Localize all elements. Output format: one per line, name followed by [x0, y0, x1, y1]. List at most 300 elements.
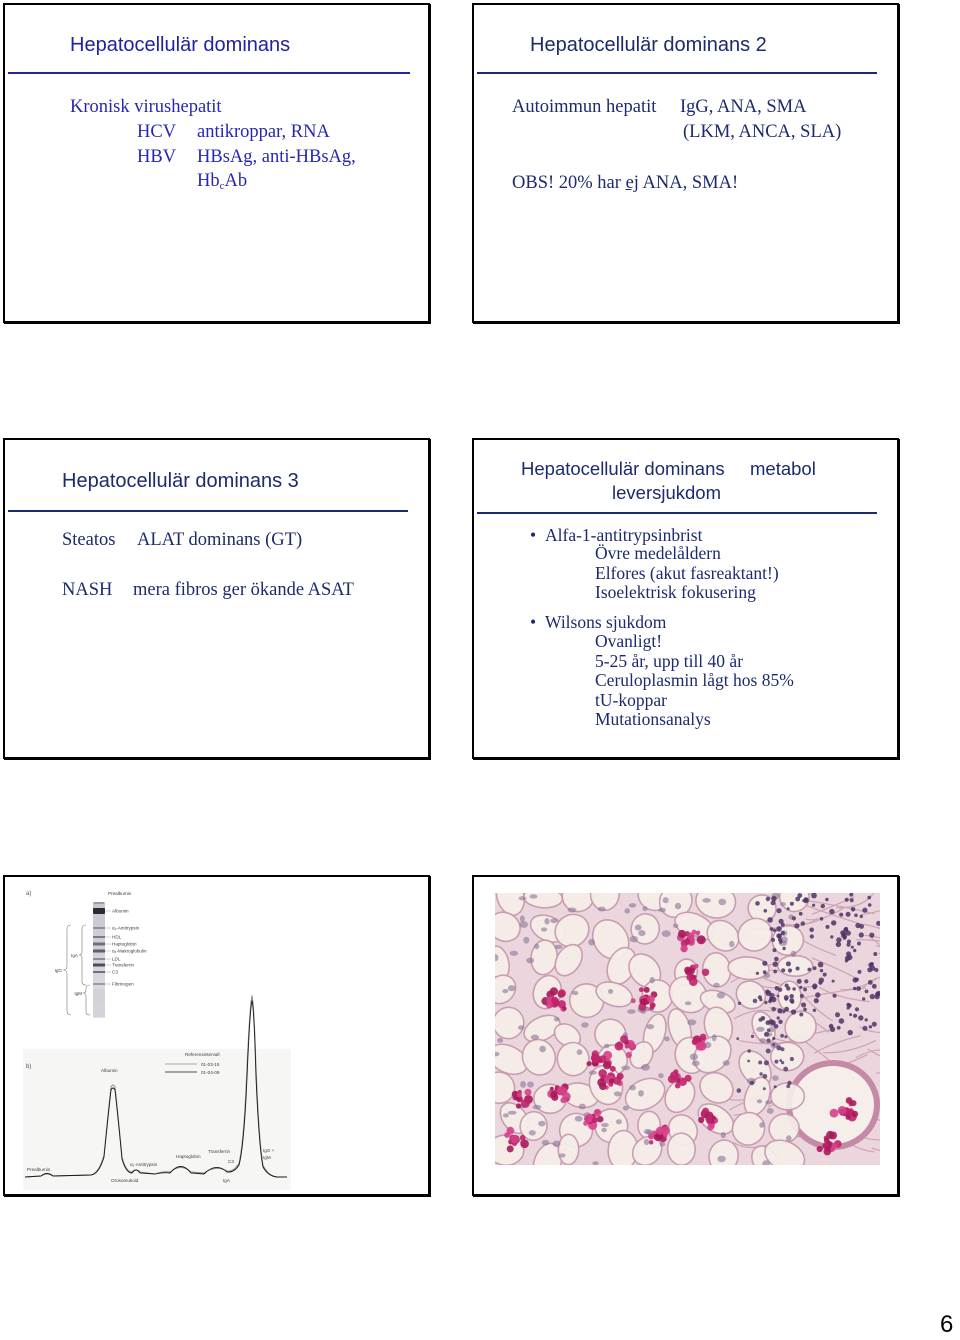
label-prealbumin: Prealbumin [108, 891, 132, 896]
lymphocyte [786, 961, 791, 966]
histology-image [495, 893, 880, 1165]
pas-granule [846, 1115, 851, 1120]
band-label: Fibrinogen [112, 981, 134, 987]
body-line: Kronisk virushepatit [70, 97, 222, 117]
lymphocyte [781, 931, 785, 935]
slide-1 [3, 3, 430, 323]
cell-nucleus [588, 939, 595, 946]
lymphocyte [831, 920, 836, 925]
lymphocyte [851, 946, 854, 949]
lymphocyte [869, 1025, 872, 1028]
lymphocyte [772, 1043, 775, 1046]
densitometry-panel [23, 996, 291, 1190]
cell-nucleus [647, 1024, 655, 1029]
lymphocyte [855, 1007, 859, 1011]
lymphocyte [766, 1049, 771, 1054]
lymphocyte [753, 999, 758, 1004]
lymphocyte [845, 898, 849, 902]
pas-granule [516, 1103, 521, 1108]
cell-nucleus [608, 989, 613, 994]
lymphocyte [868, 903, 872, 907]
steatos-text: ALAT dominans (GT) [137, 530, 303, 550]
cell-nucleus [767, 1108, 774, 1114]
cell-nucleus [723, 1060, 730, 1065]
lymphocyte [846, 912, 851, 917]
lymphocyte [776, 908, 781, 913]
pas-granule [700, 1034, 707, 1041]
lymphocyte [845, 959, 848, 962]
trace-label: IgM [263, 1155, 271, 1160]
cell-nucleus [641, 1064, 650, 1071]
cell-nucleus [729, 941, 734, 948]
hbc-subscript: c [219, 180, 225, 192]
band-label: Transferrin [112, 962, 135, 968]
band-label: LDL [112, 956, 121, 962]
lymphocyte [791, 1009, 796, 1014]
lymphocyte [800, 994, 804, 998]
lymphocyte [763, 1074, 768, 1079]
cell-nucleus [712, 1034, 717, 1041]
gel-band [93, 950, 105, 953]
lymphocyte [820, 917, 824, 921]
pas-granule [584, 1115, 592, 1123]
pas-granule [702, 1108, 709, 1115]
cell-nucleus [623, 1106, 629, 1111]
cell-nucleus [530, 894, 538, 898]
pas-granule [587, 1061, 592, 1066]
pas-granule [824, 1148, 832, 1156]
pas-granule [680, 945, 687, 952]
lymphocyte [815, 992, 820, 997]
lymphocyte [770, 927, 774, 931]
cell-nucleus [601, 1128, 606, 1133]
pas-granule [630, 1044, 636, 1050]
lymphocyte [835, 1012, 840, 1017]
lymphocyte [854, 914, 858, 918]
label-iga: IgA [71, 953, 78, 958]
lymphocyte [758, 1018, 762, 1022]
cell-nucleus [638, 930, 645, 936]
trace-label: Transferrin [208, 1149, 231, 1154]
hcv-text: antikroppar, RNA [197, 122, 330, 142]
lymphocyte [782, 1010, 785, 1013]
lymphocyte [774, 1060, 778, 1064]
lymphocyte [771, 896, 776, 901]
legend-item: 01-04-09 [201, 1070, 220, 1075]
pas-granule [550, 1087, 554, 1091]
lymphocyte [737, 1088, 742, 1093]
lymphocyte [778, 988, 782, 992]
lymphocyte [751, 1035, 754, 1038]
pas-granule [698, 1117, 704, 1123]
pas-granule [507, 1145, 514, 1152]
slide-title-part-2: metabol [750, 458, 816, 479]
lymphocyte [797, 893, 802, 898]
band-label: Haptoglobin [112, 941, 137, 947]
cell-nucleus [508, 1111, 517, 1115]
trace-label: Orosomukoid [111, 1178, 139, 1183]
pas-granule [626, 1052, 632, 1058]
cell-nucleus [554, 1017, 560, 1022]
panel-label-a: a) [26, 891, 32, 897]
pas-granule [846, 1097, 853, 1104]
hbv-text: HBsAg, anti-HBsAg, [197, 147, 356, 167]
lymphocyte [764, 1060, 769, 1065]
lymphocyte [790, 1000, 794, 1004]
cell-nucleus [662, 930, 671, 937]
lymphocyte [814, 998, 819, 1003]
gel-band [93, 971, 105, 973]
cell-nucleus [650, 977, 655, 983]
slide-title: Hepatocellulär dominans 3 [62, 470, 299, 492]
lymphocyte [846, 1003, 850, 1007]
cell-nucleus [664, 1036, 670, 1041]
cell-nucleus [616, 1119, 622, 1124]
slide-title-line-2: leversjukdom [612, 482, 721, 503]
cell-nucleus [598, 907, 606, 912]
lymphocyte [813, 1009, 816, 1012]
lymphocyte [803, 988, 807, 992]
lymphocyte [790, 1057, 794, 1061]
pas-granule [686, 974, 693, 981]
hepatocyte [558, 1134, 579, 1165]
lymphocyte [862, 908, 867, 913]
cell-nucleus [673, 924, 679, 929]
cell-nucleus [589, 1071, 597, 1075]
lymphocyte [769, 993, 774, 998]
lymphocyte [858, 1015, 863, 1020]
lymphocyte [801, 1003, 806, 1008]
trace-label: IgA [223, 1178, 230, 1183]
pas-granule [838, 1106, 847, 1115]
gel-band [93, 936, 105, 938]
cell-nucleus [520, 915, 525, 922]
hbv-label: HBV [137, 147, 177, 167]
lymphocyte [771, 1007, 776, 1012]
steatos-label: Steatos [62, 530, 116, 550]
cell-nucleus [497, 1038, 503, 1043]
lymphocyte [797, 979, 802, 984]
lymphocyte [736, 1037, 739, 1040]
band-label: Albumin [112, 908, 129, 914]
autoimmun-text-2: (LKM, ANCA, SLA) [683, 122, 842, 142]
cell-nucleus [635, 925, 642, 931]
cell-nucleus [759, 1122, 764, 1128]
pas-granule [511, 1135, 519, 1143]
lymphocyte [855, 978, 859, 982]
densitometry-background [23, 1049, 291, 1190]
cell-nucleus [721, 1132, 726, 1138]
cell-nucleus [508, 985, 515, 991]
pas-granule [617, 1073, 624, 1080]
cell-nucleus [601, 1123, 609, 1127]
cell-nucleus [550, 918, 558, 923]
gel-band-albumin [93, 908, 105, 914]
gel-band [93, 927, 105, 929]
cell-nucleus [630, 936, 638, 942]
lymphocyte [786, 1084, 790, 1088]
lymphocyte [801, 921, 805, 925]
hcv-label: HCV [137, 122, 177, 142]
cell-nucleus [523, 937, 529, 944]
title-rule [8, 72, 410, 74]
lymphocyte [764, 909, 768, 913]
bullet-text: Alfa-1-antitrypsinbrist [545, 525, 703, 545]
lymphocyte [772, 1037, 775, 1040]
pas-granule [705, 1115, 712, 1122]
pas-granule [702, 969, 709, 976]
pas-granule [521, 1099, 530, 1108]
pas-granule [517, 1092, 522, 1097]
lymphocyte [865, 990, 869, 994]
cell-nucleus [559, 1153, 566, 1157]
cell-nucleus [520, 1081, 526, 1088]
sub-line: Ovanligt! [595, 631, 663, 651]
lymphocyte [758, 995, 762, 999]
lymphocyte [839, 1018, 845, 1024]
lymphocyte [767, 917, 773, 923]
lymphocyte [851, 907, 856, 912]
cell-nucleus [526, 958, 534, 964]
pas-granule [551, 997, 558, 1004]
bullet-text: Wilsons sjukdom [545, 612, 667, 632]
band-label: α₂-Makroglobulin [112, 948, 147, 954]
cell-nucleus [577, 1049, 583, 1055]
cell-nucleus [579, 1104, 586, 1110]
lymphocyte [784, 1035, 787, 1038]
sub-line: 5-25 år, upp till 40 år [595, 651, 744, 671]
cell-nucleus [554, 945, 562, 949]
lymphocyte [869, 933, 874, 938]
label-igg: IgG [54, 968, 62, 973]
cell-nucleus [627, 1009, 636, 1014]
cell-nucleus [629, 1085, 636, 1090]
trace-label: Haptoglobin [176, 1154, 201, 1159]
pas-granule [615, 1042, 624, 1051]
cell-nucleus [658, 908, 666, 913]
pas-granule [826, 1131, 834, 1139]
lymphocyte [803, 1008, 807, 1012]
cell-nucleus [663, 897, 669, 903]
band-label: C3 [112, 969, 118, 975]
cell-nucleus [772, 1075, 779, 1081]
pas-granule [832, 1143, 838, 1149]
trace-label: IgG + [263, 1148, 275, 1153]
lymphocyte [850, 898, 854, 902]
cell-nucleus [718, 899, 726, 906]
lymphocyte [847, 940, 851, 944]
title-rule [477, 512, 877, 514]
lymphocyte [774, 957, 779, 962]
slide-3 [3, 438, 430, 759]
cell-nucleus [780, 902, 786, 906]
cell-nucleus [581, 1022, 589, 1028]
cell-nucleus [791, 951, 797, 957]
lymphocyte [875, 992, 880, 997]
lymphocyte [756, 972, 759, 975]
gel-band [93, 964, 105, 967]
cell-nucleus [692, 1060, 700, 1066]
gel-band [93, 958, 105, 960]
lymphocyte [766, 1038, 770, 1042]
pas-granule [592, 1117, 598, 1123]
obs-underlined: ej [625, 173, 639, 193]
nash-text: mera fibros ger ökande ASAT [133, 580, 354, 600]
lymphocyte [829, 909, 834, 914]
cell-nucleus [519, 896, 527, 900]
lymphocyte [764, 1001, 767, 1004]
pas-granule [598, 1058, 603, 1063]
cell-nucleus [675, 903, 681, 910]
lymphocyte [788, 968, 792, 972]
lymphocyte [867, 896, 871, 900]
lymphocyte [792, 987, 795, 990]
hbc-tail: Ab [224, 171, 248, 191]
lymphocyte [738, 1002, 741, 1005]
pas-granule [696, 1042, 705, 1051]
lymphocyte [833, 994, 837, 998]
pas-granule [603, 1061, 611, 1069]
pas-granule [676, 1078, 680, 1082]
cell-nucleus [702, 898, 711, 903]
lymphocyte [863, 1026, 868, 1031]
cell-nucleus [544, 918, 549, 925]
cell-nucleus [624, 908, 630, 914]
lymphocyte [825, 898, 828, 901]
cell-nucleus [518, 1025, 524, 1030]
lymphocyte [777, 995, 780, 998]
lymphocyte [804, 979, 808, 983]
lymphocyte [856, 986, 861, 991]
lymphocyte [855, 923, 860, 928]
lymphocyte [781, 1047, 785, 1051]
cell-nucleus [503, 1113, 509, 1117]
lymphocyte [810, 934, 814, 938]
legend-title: Referensintervall [185, 1052, 220, 1057]
cell-nucleus [604, 1044, 610, 1048]
lymphocyte [857, 942, 861, 946]
sub-line: Elfores (akut fasreaktant!) [595, 563, 779, 583]
sub-line: Övre medelåldern [595, 543, 721, 563]
cell-nucleus [510, 951, 518, 956]
lymphocyte [764, 1032, 769, 1037]
cell-nucleus [717, 1156, 726, 1163]
lymphocyte [777, 1016, 780, 1019]
pas-granule [692, 930, 697, 935]
lymphocyte [763, 1087, 766, 1090]
lymphocyte [781, 968, 785, 972]
pas-granule [852, 1111, 859, 1118]
pas-granule [649, 1140, 653, 1144]
lymphocyte [799, 1013, 803, 1017]
cell-nucleus [502, 989, 508, 993]
slide-title: Hepatocellulär dominans [70, 34, 291, 56]
gamma-smear [93, 989, 105, 1017]
lymphocyte [872, 1022, 877, 1027]
slide-2 [472, 3, 899, 323]
cell-nucleus [660, 1142, 666, 1147]
lymphocyte [821, 904, 825, 908]
lymphocyte [809, 928, 814, 933]
trace-label: C3 [228, 1159, 234, 1164]
lymphocyte [747, 1060, 750, 1063]
cell-nucleus [553, 1141, 561, 1147]
lymphocyte [830, 935, 833, 938]
lymphocyte [818, 962, 824, 968]
lymphocyte [853, 1014, 857, 1018]
obs-after: ANA, SMA! [638, 173, 739, 193]
obs-note [512, 172, 738, 194]
pas-granule [598, 1069, 607, 1078]
slide-5 [3, 875, 430, 1196]
cell-nucleus [690, 1053, 698, 1060]
pas-granule [520, 1140, 529, 1149]
lymphocyte [777, 1008, 782, 1013]
cell-nucleus [542, 1140, 549, 1146]
autoimmun-label: Autoimmun hepatit [512, 97, 657, 117]
histology-layers [495, 893, 880, 1165]
lymphocyte [849, 1013, 852, 1016]
lymphocyte [826, 925, 830, 929]
lymphocyte [767, 1028, 771, 1032]
cell-nucleus [614, 1091, 622, 1096]
pas-granule [656, 1127, 664, 1135]
pas-granule [663, 1133, 668, 1138]
page-number: 6 [940, 1311, 954, 1338]
lymphocyte [758, 1061, 762, 1065]
lymphocyte [860, 915, 863, 918]
lymphocyte [873, 952, 877, 956]
obs-before: OBS! 20% har [512, 173, 626, 193]
lymphocyte [807, 968, 811, 972]
lymphocyte [750, 1081, 754, 1085]
sub-line: Ceruloplasmin lågt hos 85% [595, 670, 794, 690]
lymphocyte [755, 901, 760, 906]
cell-nucleus [757, 1099, 763, 1103]
pas-granule [652, 1131, 656, 1135]
immunoglobulin-braces [63, 925, 90, 1015]
lymphocyte [848, 1030, 853, 1035]
lymphocyte [820, 969, 823, 972]
cell-nucleus [621, 1066, 630, 1071]
lymphocyte [846, 951, 851, 956]
lymphocyte [779, 940, 782, 943]
cell-nucleus [685, 1001, 691, 1005]
lymphocyte [792, 916, 796, 920]
hbc-ab-line [197, 170, 247, 192]
gel-band [93, 943, 105, 946]
pas-granule [631, 998, 636, 1003]
lymphocyte [804, 897, 809, 902]
cell-nucleus [572, 991, 579, 995]
slide-title-part-1: Hepatocellulär dominans [521, 458, 725, 479]
lymphocyte [836, 942, 841, 947]
pas-granule [597, 1116, 604, 1123]
panel-label-b: b) [26, 1064, 32, 1070]
pas-granule [520, 1135, 526, 1141]
lymphocyte [853, 949, 856, 952]
cell-nucleus [765, 1100, 772, 1104]
pas-granule [830, 1109, 839, 1118]
lymphocyte [763, 970, 767, 974]
pas-granule [639, 999, 645, 1005]
pas-granule [525, 1089, 532, 1096]
bullet-icon: • [530, 612, 537, 632]
pas-granule [675, 1083, 681, 1089]
lymphocyte [862, 997, 865, 1000]
lymphocyte [811, 893, 817, 898]
cell-nucleus [638, 1090, 644, 1096]
